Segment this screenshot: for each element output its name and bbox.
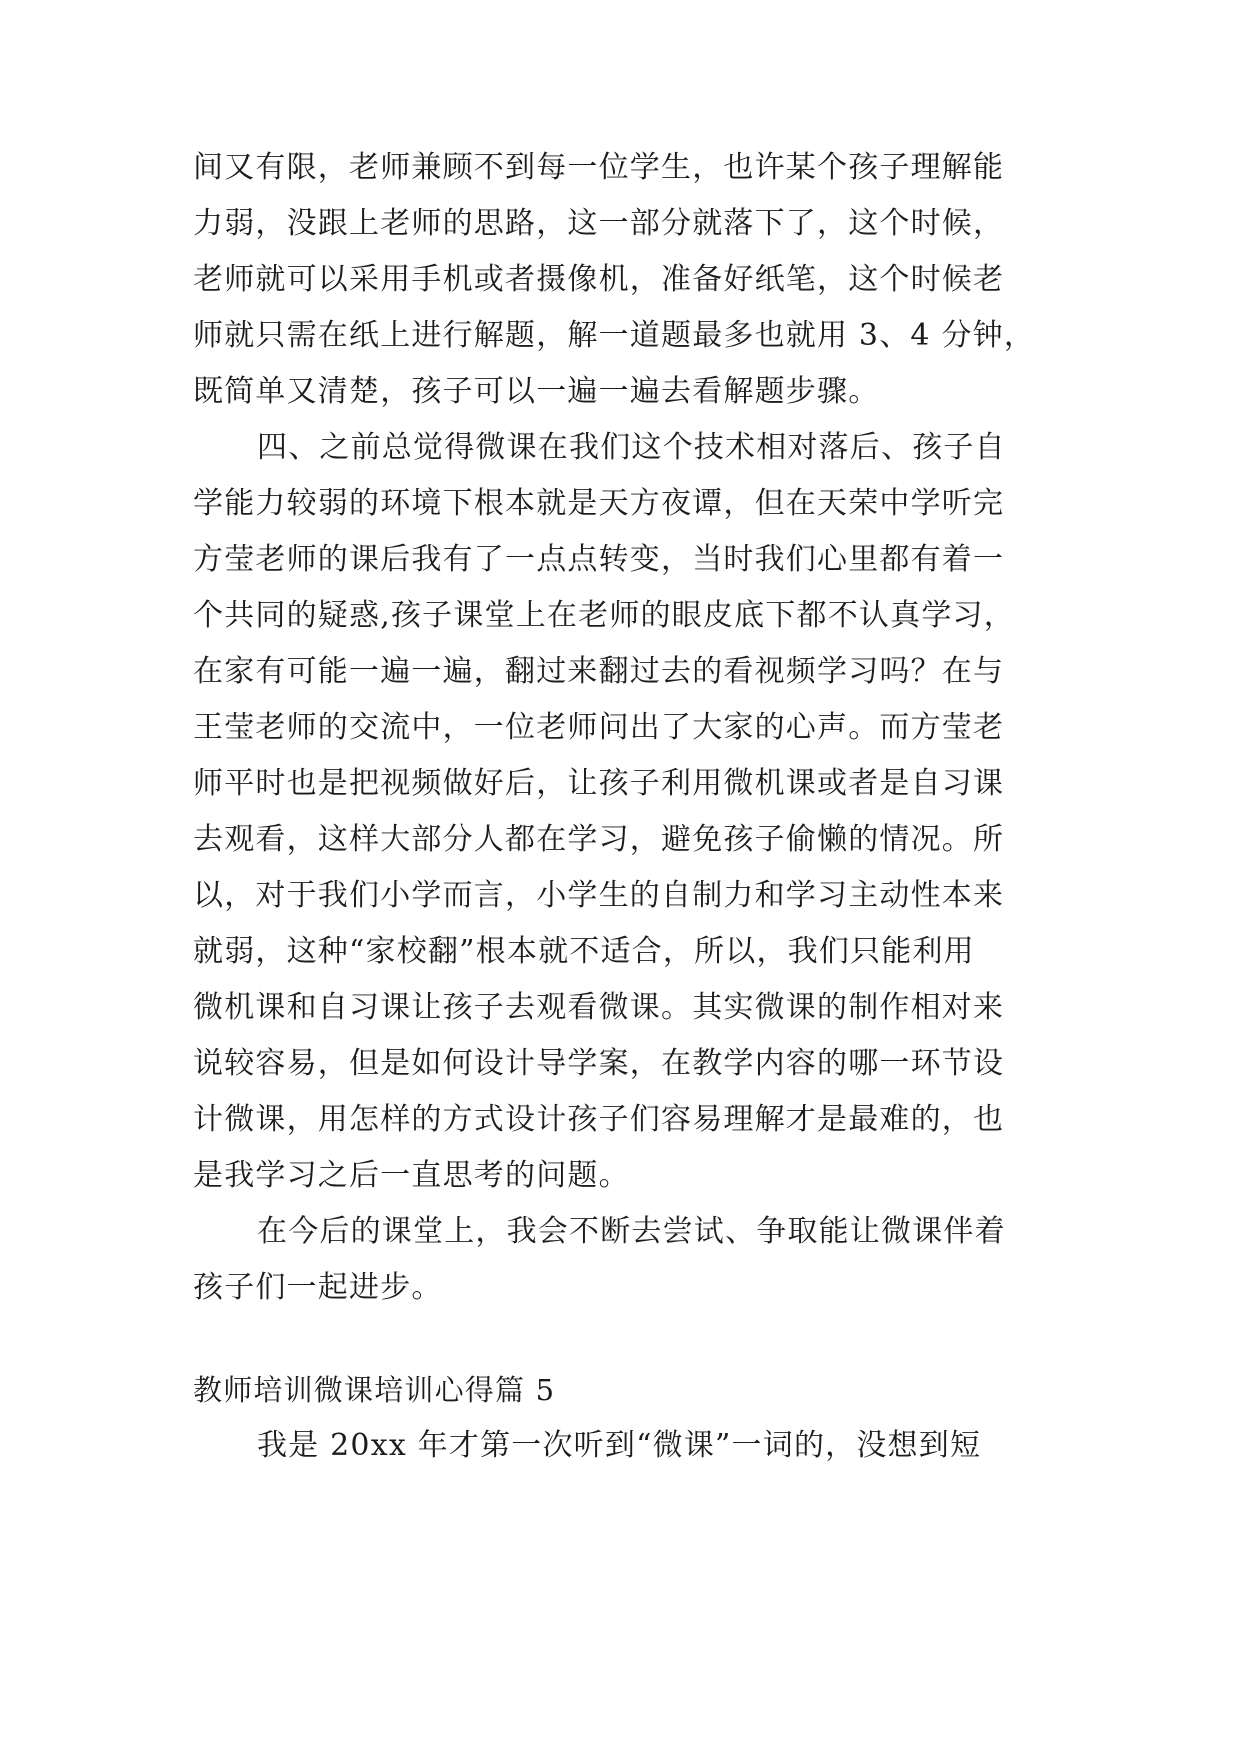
paragraph-line: 计微课，用怎样的方式设计孩子们容易理解才是最难的，也 bbox=[193, 1102, 1005, 1137]
paragraph-line: 王莹老师的交流中，一位老师问出了大家的心声。而方莹老 bbox=[193, 710, 1005, 745]
paragraph-line: 学能力较弱的环境下根本就是天方夜谭，但在天荣中学听完 bbox=[193, 486, 1005, 521]
paragraph-line: 方莹老师的课后我有了一点点转变，当时我们心里都有着一 bbox=[193, 542, 1005, 577]
paragraph-line: 说较容易，但是如何设计导学案，在教学内容的哪一环节设 bbox=[193, 1046, 1005, 1081]
paragraph-line: 就弱，这种“家校翻”根本就不适合，所以，我们只能利用 bbox=[193, 934, 975, 969]
paragraph-line: 间又有限，老师兼顾不到每一位学生，也许某个孩子理解能 bbox=[193, 150, 1005, 185]
paragraph-line: 师平时也是把视频做好后，让孩子利用微机课或者是自习课 bbox=[193, 766, 1005, 801]
paragraph-line: 去观看，这样大部分人都在学习，避免孩子偷懒的情况。所 bbox=[193, 822, 1005, 857]
paragraph-line: 在家有可能一遍一遍，翻过来翻过去的看视频学习吗？在与 bbox=[193, 654, 1005, 689]
paragraph-line: 老师就可以采用手机或者摄像机，准备好纸笔，这个时候老 bbox=[193, 262, 1005, 297]
paragraph-line: 微机课和自习课让孩子去观看微课。其实微课的制作相对来 bbox=[193, 990, 1005, 1025]
paragraph-line: 是我学习之后一直思考的问题。 bbox=[193, 1158, 630, 1193]
paragraph-line: 我是 20xx 年才第一次听到“微课”一词的，没想到短 bbox=[257, 1428, 982, 1463]
paragraph-line: 师就只需在纸上进行解题，解一道题最多也就用 3、4 分钟， bbox=[193, 318, 1036, 353]
paragraph-line: 力弱，没跟上老师的思路，这一部分就落下了，这个时候， bbox=[193, 206, 1005, 241]
paragraph-line: 孩子们一起进步。 bbox=[193, 1270, 443, 1305]
paragraph-line: 在今后的课堂上，我会不断去尝试、争取能让微课伴着 bbox=[257, 1214, 1006, 1249]
paragraph-line: 四、之前总觉得微课在我们这个技术相对落后、孩子自 bbox=[257, 430, 1006, 465]
paragraph-line: 既简单又清楚，孩子可以一遍一遍去看解题步骤。 bbox=[193, 374, 880, 409]
paragraph-line: 个共同的疑惑,孩子课堂上在老师的眼皮底下都不认真学习， bbox=[193, 598, 1015, 633]
section-heading: 教师培训微课培训心得篇 5 bbox=[193, 1373, 556, 1407]
paragraph-line: 以，对于我们小学而言，小学生的自制力和学习主动性本来 bbox=[193, 878, 1005, 913]
